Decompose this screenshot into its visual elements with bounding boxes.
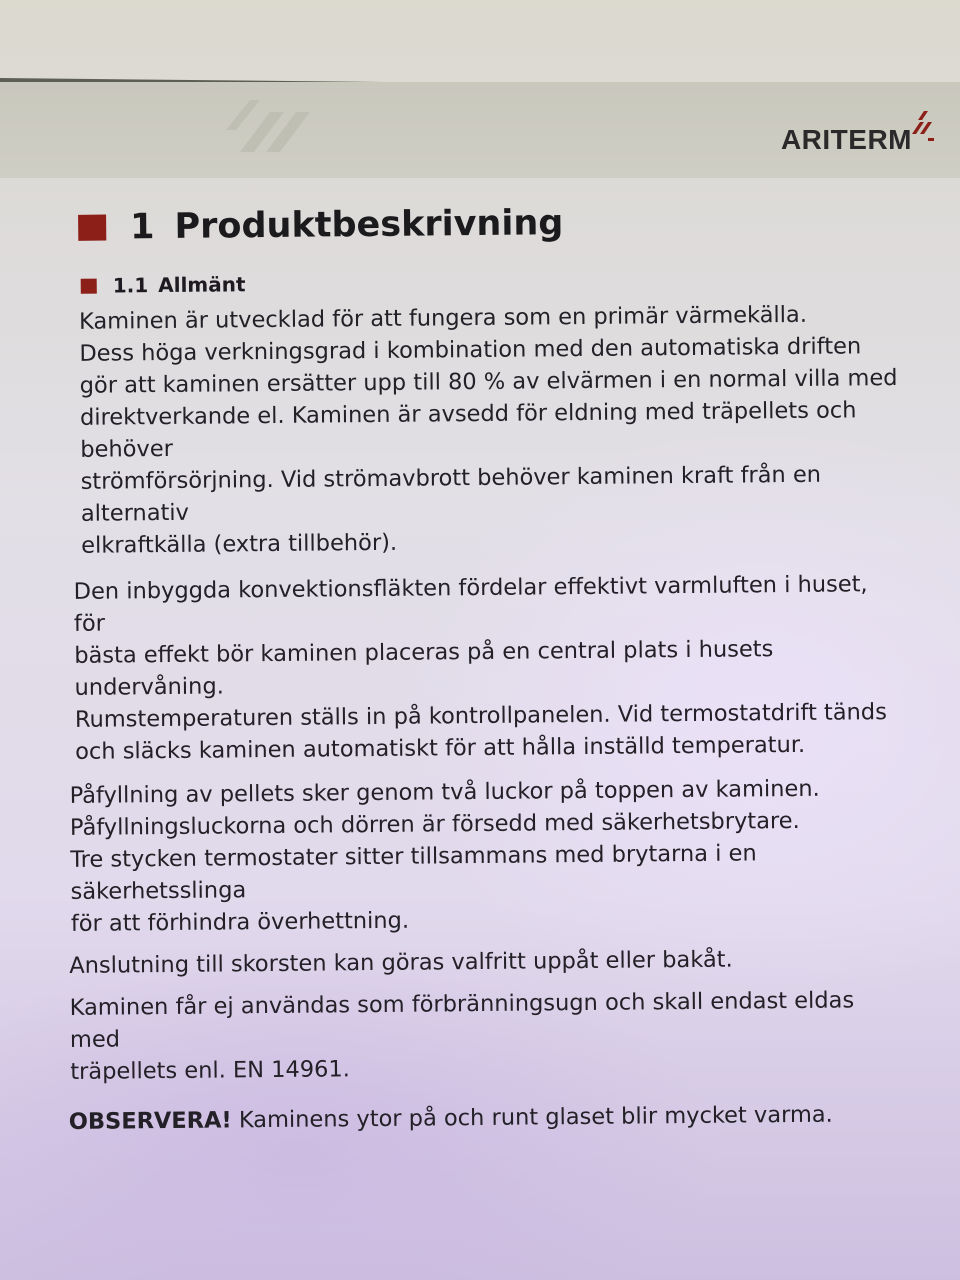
ariterm-flame-icon <box>908 108 938 142</box>
paragraph-refill <box>69 772 906 940</box>
text-line: Dess höga verkningsgrad i kombination med den automatiska driften <box>79 333 862 367</box>
text-line: Den inbyggda konvektionsfläkten fördelar effektivt varmluften i huset, för <box>73 571 868 637</box>
text-line: träpellets enl. EN 14961. <box>70 1056 351 1085</box>
paragraph-chimney <box>69 942 907 982</box>
text-line: för att förhindra överhettning. <box>70 907 410 937</box>
text-line: Påfyllning av pellets sker genom två luckor på toppen av kaminen. <box>69 775 820 809</box>
subsection-marker-icon <box>81 278 97 293</box>
notice-label: OBSERVERA! <box>68 1107 232 1135</box>
paragraph-usage <box>70 984 909 1088</box>
text-line: Rumstemperaturen ställs in på kontrollpanelen. Vid termostatdrift tänds <box>74 699 888 733</box>
section-heading <box>78 200 900 248</box>
watermark-logo-icon <box>220 92 330 162</box>
paragraph-convection <box>74 568 906 768</box>
text-line: elkraftkälla (extra tillbehör). <box>81 529 398 559</box>
text-line: direktverkande el. Kaminen är avsedd för eldning med träpellets och behöver <box>79 397 857 463</box>
section-number: 1 <box>129 207 155 248</box>
subsection-title: Allmänt <box>158 272 246 298</box>
text-line: Påfyllningsluckorna och dörren är försedd med säkerhetsbrytare. <box>69 807 800 841</box>
section-title: Produktbeskrivning <box>174 203 564 247</box>
text-line: Kaminen får ej användas som förbränningsugn och skall endast eldas med <box>69 987 855 1053</box>
notice-text: Kaminens ytor på och runt glaset blir mycket varma. <box>231 1101 833 1134</box>
text-line: Tre stycken termostater sitter tillsammans med brytarna i en säkerhetsslinga <box>70 840 757 905</box>
section-marker-icon <box>78 215 106 241</box>
text-line: Anslutning till skorsten kan göras valfritt uppåt eller bakåt. <box>69 946 733 979</box>
paragraph-notice <box>69 1098 909 1138</box>
text-line: Kaminen är utvecklad för att fungera som en primär värmekälla. <box>78 301 808 335</box>
subsection-heading <box>81 266 901 298</box>
subsection-number: 1.1 <box>112 273 149 298</box>
text-line: och släcks kaminen automatiskt för att hålla inställd temperatur. <box>75 731 806 765</box>
logo-text: ARITERM <box>780 124 912 155</box>
ariterm-logo <box>781 108 938 156</box>
text-line: strömförsörjning. Vid strömavbrott behöver kaminen kraft från en alternativ <box>80 461 822 527</box>
main-content <box>60 200 909 1138</box>
text-line: gör att kaminen ersätter upp till 80 % av elvärmen i en normal villa med <box>79 364 898 399</box>
text-line: bästa effekt bör kaminen placeras på en central plats i husets undervåning. <box>74 636 774 701</box>
paragraph-intro <box>79 298 903 562</box>
